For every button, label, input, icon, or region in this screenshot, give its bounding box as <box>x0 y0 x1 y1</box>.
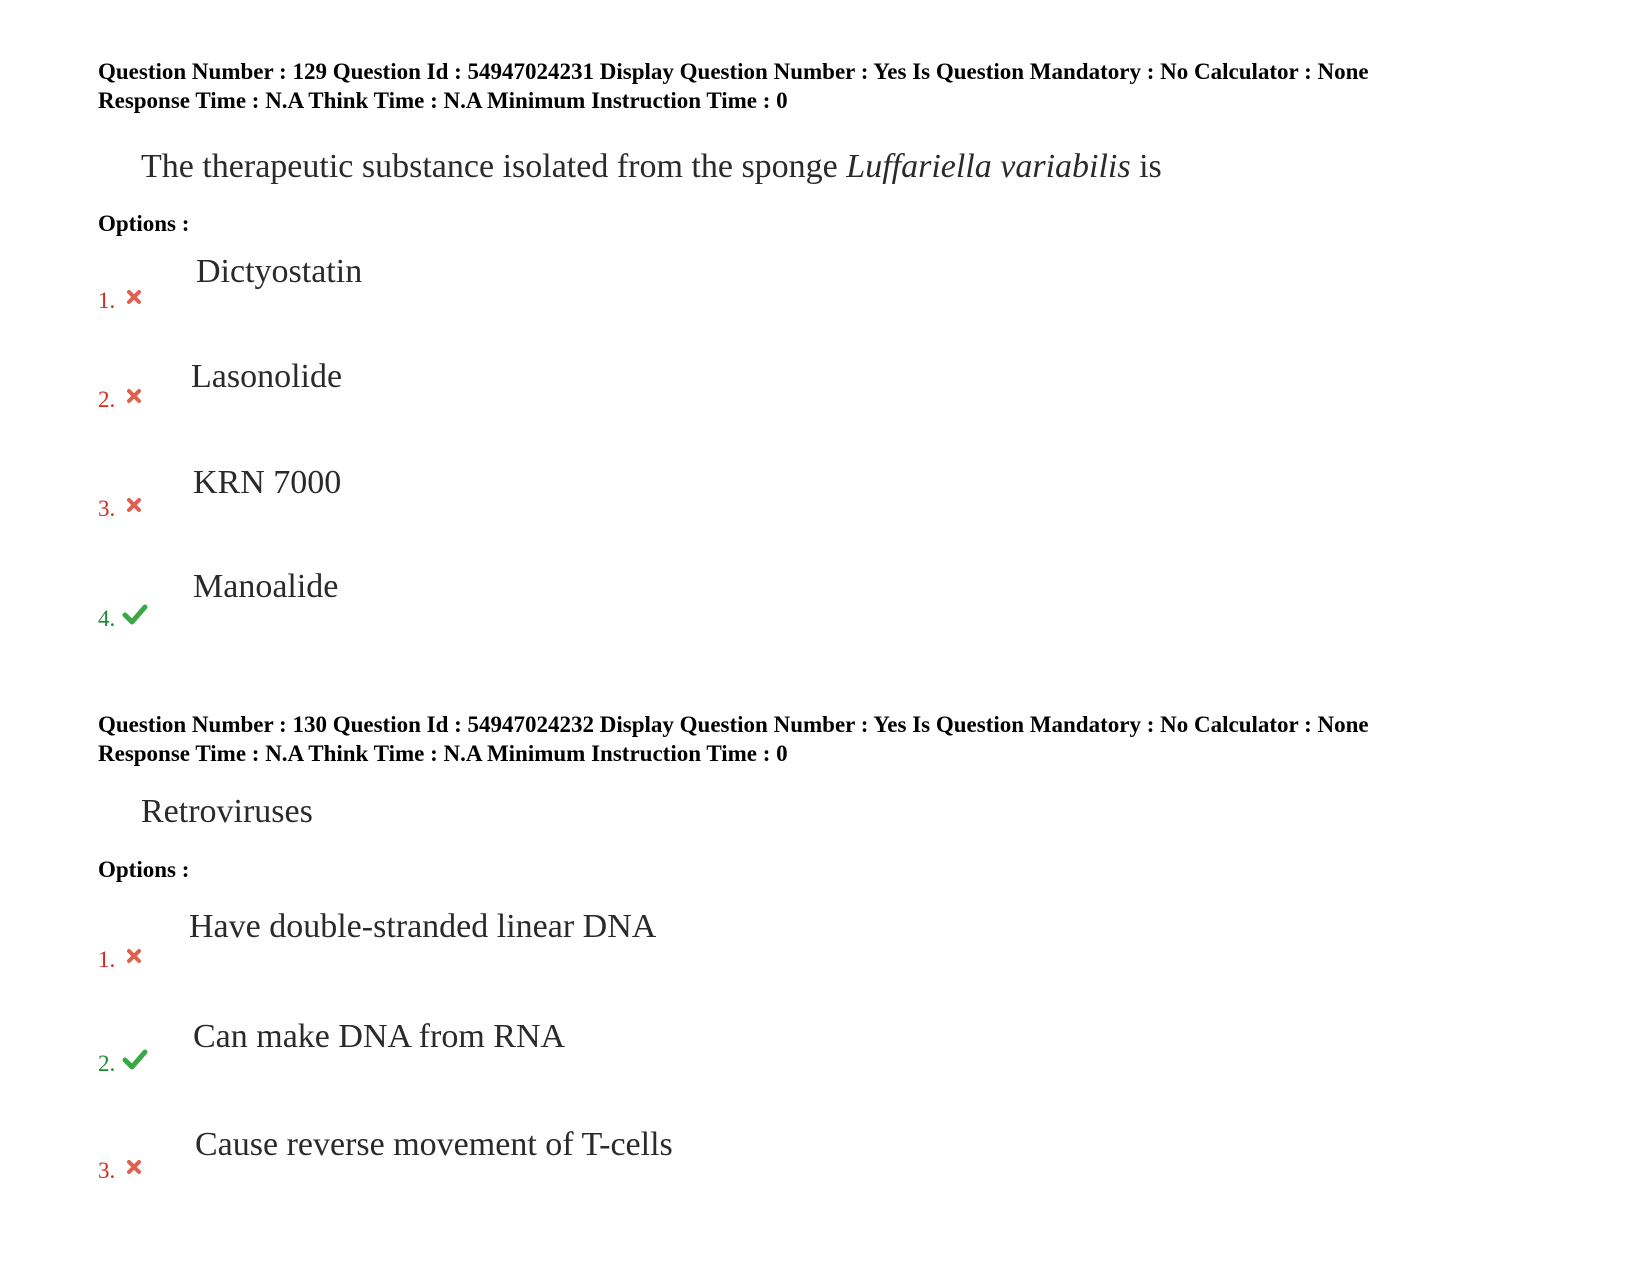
check-icon <box>122 1048 148 1070</box>
question-text: Retroviruses <box>141 793 313 830</box>
cross-icon <box>126 388 142 404</box>
check-icon <box>122 603 148 625</box>
question-meta <box>98 57 1369 115</box>
question-text <box>141 148 1162 186</box>
option-number: 1. <box>98 947 116 972</box>
question-meta-line2: Response Time : N.A Think Time : N.A Minimum Instruction Time : 0 <box>98 88 788 113</box>
cross-icon <box>126 289 142 305</box>
question-text-part: The therapeutic substance isolated from the sponge <box>141 148 847 185</box>
option-number: 3. <box>98 496 116 521</box>
option-number: 3. <box>98 1158 116 1183</box>
question-text-italic: Luffariella variabilis <box>846 148 1131 185</box>
question-text-part: is <box>1130 148 1162 185</box>
option-text: Lasonolide <box>191 358 343 395</box>
option-text: KRN 7000 <box>193 464 342 501</box>
cross-icon <box>126 948 142 964</box>
option-text: Manoalide <box>193 568 339 605</box>
option-number: 2. <box>98 387 116 412</box>
options-label: Options : <box>98 857 190 882</box>
option-number: 4. <box>98 606 116 631</box>
options-label: Options : <box>98 211 190 236</box>
question-meta <box>98 710 1369 768</box>
option-text: Have double-stranded linear DNA <box>189 908 657 945</box>
option-number: 2. <box>98 1051 116 1076</box>
option-text: Can make DNA from RNA <box>193 1018 566 1055</box>
cross-icon <box>126 1159 142 1175</box>
option-number: 1. <box>98 288 116 313</box>
question-meta-line1: Question Number : 130 Question Id : 54947024232 Display Question Number : Yes Is Question Mandatory : No Calculator : None <box>98 712 1369 737</box>
question-meta-line2: Response Time : N.A Think Time : N.A Minimum Instruction Time : 0 <box>98 741 788 766</box>
cross-icon <box>126 497 142 513</box>
option-text: Dictyostatin <box>196 253 363 290</box>
question-meta-line1: Question Number : 129 Question Id : 54947024231 Display Question Number : Yes Is Question Mandatory : No Calculator : None <box>98 59 1369 84</box>
option-text: Cause reverse movement of T-cells <box>195 1126 673 1163</box>
